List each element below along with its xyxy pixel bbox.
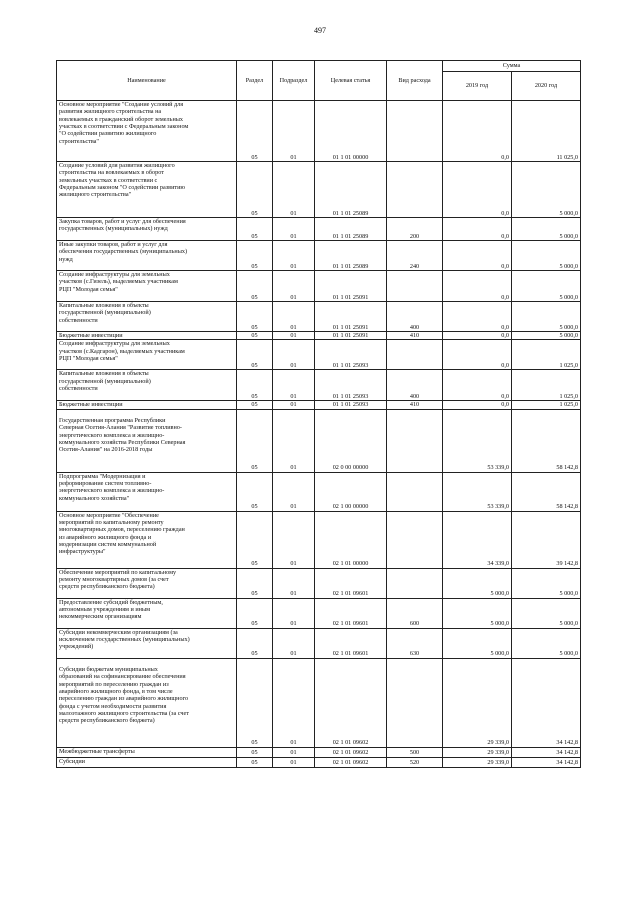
table-header — [57, 61, 581, 101]
row-subsection: 01 — [273, 241, 315, 271]
header-name: Наименование — [57, 61, 237, 101]
row-name: Создание инфраструктуры для земельных участков (с.Гизель), выделяемых участникам РЦП "Молодая семья" — [57, 271, 237, 302]
row-expense-type: 200 — [387, 218, 443, 241]
row-subsection: 01 — [273, 332, 315, 340]
table-row — [57, 218, 581, 241]
row-target: 02 1 01 09601 — [315, 568, 387, 598]
row-expense-type: 400 — [387, 302, 443, 332]
header-year-2020: 2020 год — [512, 72, 581, 101]
row-value-2020: 5 000,0 — [512, 598, 581, 628]
row-name: Создание инфраструктуры для земельных участков (с.Кадгарон), выделяемых участникам РЦП "Молодая семья" — [57, 340, 237, 370]
row-value-2020: 5 000,0 — [512, 332, 581, 340]
row-value-2020: 34 142,8 — [512, 658, 581, 747]
row-target: 01 1 01 25091 — [315, 271, 387, 302]
row-expense-type — [387, 340, 443, 370]
row-value-2019: 29 339,0 — [443, 757, 512, 767]
row-expense-type: 240 — [387, 241, 443, 271]
row-value-2019: 0,0 — [443, 302, 512, 332]
row-expense-type: 400 — [387, 370, 443, 401]
budget-table — [56, 60, 581, 768]
row-subsection: 01 — [273, 162, 315, 218]
row-expense-type — [387, 511, 443, 568]
row-target: 01 1 01 25093 — [315, 340, 387, 370]
row-name: Государственная программа Республики Северная Осетия-Алания "Развитие топливно- энергетического комплекса и жилищно- коммунального хозяйства Республики Северная Осетия-Алания" на 2016-2018 годы — [57, 409, 237, 472]
header-subsection: Подраздел — [273, 61, 315, 101]
row-target: 02 1 01 09602 — [315, 658, 387, 747]
row-name: Субсидии некоммерческим организациям (за исключением государственных (муниципальных) учреждений) — [57, 628, 237, 658]
row-value-2020: 5 000,0 — [512, 302, 581, 332]
row-value-2019: 0,0 — [443, 101, 512, 162]
row-section: 05 — [237, 472, 273, 511]
row-value-2020: 1 025,0 — [512, 370, 581, 401]
header-expense-type: Вид расхода — [387, 61, 443, 101]
row-value-2020: 5 000,0 — [512, 628, 581, 658]
row-section: 05 — [237, 598, 273, 628]
row-section: 05 — [237, 409, 273, 472]
table-body — [57, 101, 581, 768]
row-value-2019: 0,0 — [443, 162, 512, 218]
row-section: 05 — [237, 332, 273, 340]
row-section: 05 — [237, 218, 273, 241]
row-subsection: 01 — [273, 511, 315, 568]
row-value-2020: 34 142,8 — [512, 747, 581, 757]
row-name: Капитальные вложения в объекты государственной (муниципальной) собственности — [57, 302, 237, 332]
table-row — [57, 511, 581, 568]
row-section: 05 — [237, 241, 273, 271]
row-expense-type — [387, 271, 443, 302]
row-target: 02 1 00 00000 — [315, 472, 387, 511]
row-expense-type — [387, 472, 443, 511]
table-row — [57, 241, 581, 271]
row-section: 05 — [237, 511, 273, 568]
row-section: 05 — [237, 747, 273, 757]
row-expense-type — [387, 658, 443, 747]
row-expense-type — [387, 568, 443, 598]
row-value-2020: 5 000,0 — [512, 241, 581, 271]
row-subsection: 01 — [273, 747, 315, 757]
row-target: 01 1 01 25089 — [315, 218, 387, 241]
row-name: Межбюджетные трансферты — [57, 747, 237, 757]
row-value-2019: 5 000,0 — [443, 568, 512, 598]
row-value-2019: 5 000,0 — [443, 598, 512, 628]
row-target: 01 1 01 25093 — [315, 370, 387, 401]
row-target: 01 1 01 25091 — [315, 302, 387, 332]
row-value-2019: 0,0 — [443, 241, 512, 271]
row-subsection: 01 — [273, 401, 315, 409]
table-row — [57, 598, 581, 628]
row-section: 05 — [237, 302, 273, 332]
table-row — [57, 472, 581, 511]
table-row — [57, 757, 581, 767]
row-expense-type — [387, 162, 443, 218]
row-expense-type: 630 — [387, 628, 443, 658]
row-name: Предоставление субсидий бюджетным, автономным учреждениям и иным некоммерческим организациям — [57, 598, 237, 628]
row-subsection: 01 — [273, 658, 315, 747]
row-name: Капитальные вложения в объекты государственной (муниципальной) собственности — [57, 370, 237, 401]
table-row — [57, 340, 581, 370]
table-row — [57, 370, 581, 401]
row-value-2019: 53 339,0 — [443, 409, 512, 472]
row-subsection: 01 — [273, 598, 315, 628]
row-value-2019: 0,0 — [443, 340, 512, 370]
table-row — [57, 162, 581, 218]
row-value-2020: 11 025,0 — [512, 101, 581, 162]
row-subsection: 01 — [273, 101, 315, 162]
header-target: Целевая статья — [315, 61, 387, 101]
row-target: 01 1 01 25093 — [315, 401, 387, 409]
row-target: 01 1 01 25089 — [315, 162, 387, 218]
row-subsection: 01 — [273, 472, 315, 511]
row-value-2019: 34 339,0 — [443, 511, 512, 568]
row-target: 01 1 01 00000 — [315, 101, 387, 162]
table-row — [57, 658, 581, 747]
row-name: Субсидии — [57, 757, 237, 767]
row-section: 05 — [237, 401, 273, 409]
header-year-2019: 2019 год — [443, 72, 512, 101]
row-name: Субсидии бюджетам муниципальных образований на софинансирование обеспечения мероприятий по переселению граждан из аварийного жилищного фонда, в том числе переселению граждан из аварийного жилищного фонда с учетом необходимости развития малоэтажного жилищного строительства (за счет средств республиканского бюджета) — [57, 658, 237, 747]
row-target: 02 1 01 09602 — [315, 747, 387, 757]
row-name: Бюджетные инвестиции — [57, 332, 237, 340]
row-name: Закупка товаров, работ и услуг для обеспечения государственных (муниципальных) нужд — [57, 218, 237, 241]
row-value-2020: 5 000,0 — [512, 162, 581, 218]
row-value-2019: 5 000,0 — [443, 628, 512, 658]
row-target: 02 1 01 09602 — [315, 757, 387, 767]
row-name: Иные закупки товаров, работ и услуг для обеспечения государственных (муниципальных) нужд — [57, 241, 237, 271]
row-subsection: 01 — [273, 628, 315, 658]
row-target: 02 1 01 09601 — [315, 628, 387, 658]
row-target: 02 1 01 00000 — [315, 511, 387, 568]
row-value-2020: 1 025,0 — [512, 401, 581, 409]
row-value-2020: 5 000,0 — [512, 218, 581, 241]
table-row — [57, 401, 581, 409]
row-subsection: 01 — [273, 302, 315, 332]
row-value-2019: 0,0 — [443, 370, 512, 401]
row-section: 05 — [237, 101, 273, 162]
row-subsection: 01 — [273, 271, 315, 302]
row-name: Основное мероприятие "Обеспечение мероприятий по капитальному ремонту многоквартирных домов, переселению граждан из аварийного жилищного фонда и модернизации систем коммунальной инфраструктуры" — [57, 511, 237, 568]
row-value-2019: 29 339,0 — [443, 658, 512, 747]
row-subsection: 01 — [273, 757, 315, 767]
table-row — [57, 409, 581, 472]
row-subsection: 01 — [273, 568, 315, 598]
row-value-2019: 0,0 — [443, 271, 512, 302]
row-expense-type: 520 — [387, 757, 443, 767]
header-sum: Сумма — [443, 61, 581, 72]
table-row — [57, 271, 581, 302]
row-target: 01 1 01 25089 — [315, 241, 387, 271]
row-subsection: 01 — [273, 370, 315, 401]
row-expense-type — [387, 409, 443, 472]
row-section: 05 — [237, 628, 273, 658]
row-name: Основное мероприятие "Создание условий для развития жилищного строительства на вовлекаемых в гражданский оборот земельных участках в соответствии с Федеральным законом "О содействии развитию жилищного строительства" — [57, 101, 237, 162]
row-section: 05 — [237, 162, 273, 218]
row-value-2020: 5 000,0 — [512, 271, 581, 302]
row-name: Бюджетные инвестиции — [57, 401, 237, 409]
row-target: 01 1 01 25091 — [315, 332, 387, 340]
row-name: Подпрограмма "Модернизация и реформирование систем топливно- энергетического комплекса и жилищно- коммунального хозяйства" — [57, 472, 237, 511]
row-section: 05 — [237, 568, 273, 598]
row-value-2020: 39 142,8 — [512, 511, 581, 568]
row-expense-type: 500 — [387, 747, 443, 757]
row-value-2019: 0,0 — [443, 401, 512, 409]
table-row — [57, 332, 581, 340]
row-value-2019: 53 339,0 — [443, 472, 512, 511]
row-value-2019: 0,0 — [443, 218, 512, 241]
table-row — [57, 747, 581, 757]
row-expense-type: 410 — [387, 332, 443, 340]
row-name: Создание условий для развития жилищного строительства на вовлекаемых в оборот земельных участках в соответствии с Федеральным законом "О содействии развитию жилищного строительства" — [57, 162, 237, 218]
row-value-2019: 0,0 — [443, 332, 512, 340]
row-expense-type: 410 — [387, 401, 443, 409]
table-row — [57, 302, 581, 332]
row-value-2020: 1 025,0 — [512, 340, 581, 370]
row-value-2019: 29 339,0 — [443, 747, 512, 757]
page-number: 497 — [314, 26, 326, 35]
row-section: 05 — [237, 757, 273, 767]
row-value-2020: 5 000,0 — [512, 568, 581, 598]
table-row — [57, 628, 581, 658]
row-section: 05 — [237, 370, 273, 401]
row-expense-type — [387, 101, 443, 162]
row-section: 05 — [237, 658, 273, 747]
row-value-2020: 58 142,8 — [512, 409, 581, 472]
header-section: Раздел — [237, 61, 273, 101]
row-expense-type: 600 — [387, 598, 443, 628]
row-subsection: 01 — [273, 409, 315, 472]
table-row — [57, 101, 581, 162]
row-value-2020: 58 142,8 — [512, 472, 581, 511]
row-section: 05 — [237, 271, 273, 302]
row-target: 02 0 00 00000 — [315, 409, 387, 472]
row-target: 02 1 01 09601 — [315, 598, 387, 628]
row-subsection: 01 — [273, 340, 315, 370]
row-name: Обеспечение мероприятий по капитальному ремонту многоквартирных домов (за счет средств республиканского бюджета) — [57, 568, 237, 598]
table-row — [57, 568, 581, 598]
row-subsection: 01 — [273, 218, 315, 241]
row-value-2020: 34 142,8 — [512, 757, 581, 767]
row-section: 05 — [237, 340, 273, 370]
